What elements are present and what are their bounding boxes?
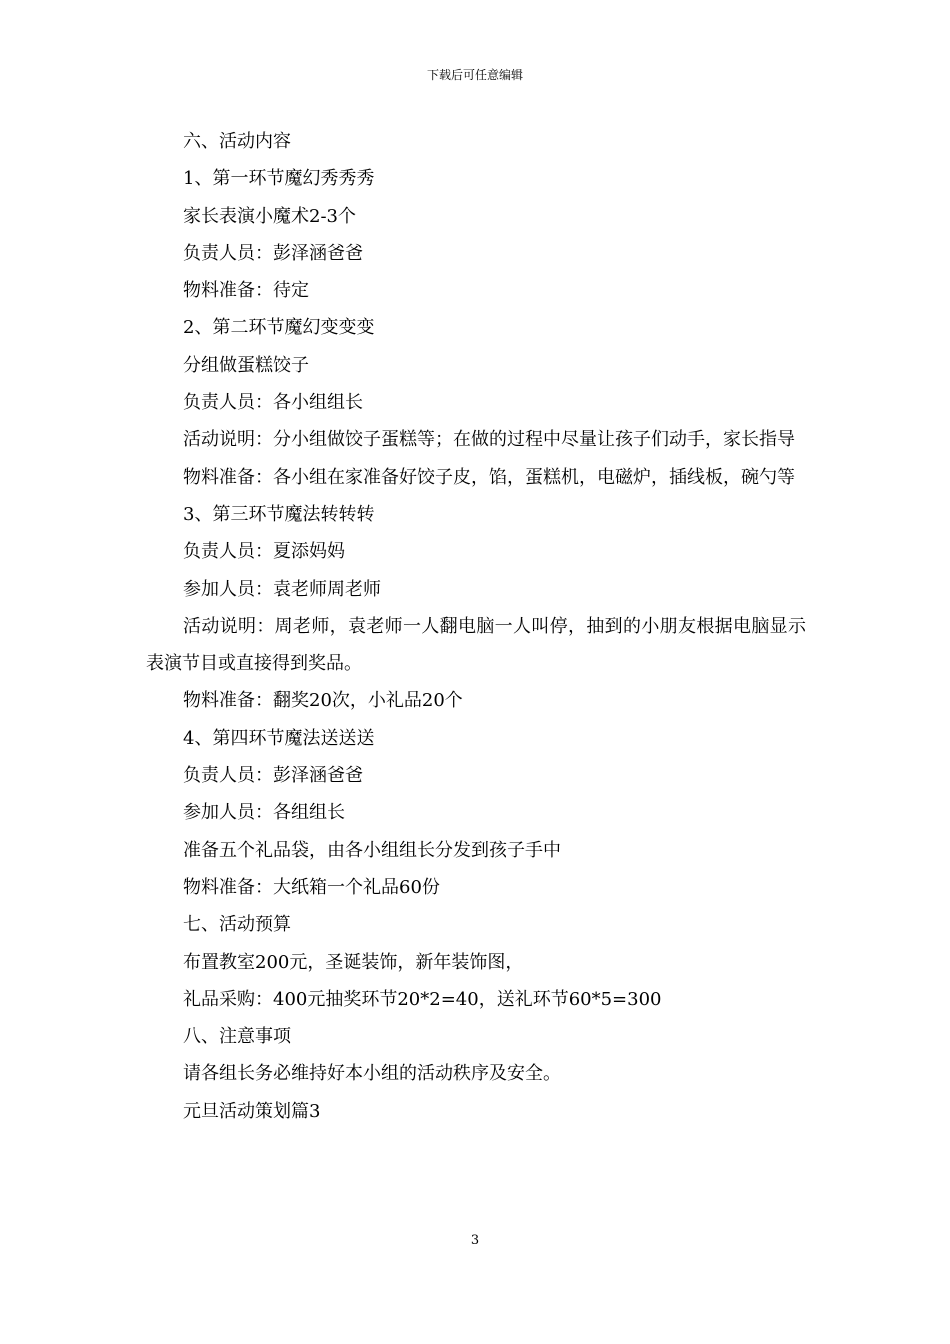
paragraph: 物料准备：待定	[183, 280, 309, 302]
paragraph: 七、活动预算	[183, 914, 291, 936]
page-number: 3	[470, 1233, 480, 1248]
paragraph: 请各组长务必维持好本小组的活动秩序及安全。	[183, 1063, 561, 1085]
paragraph: 负责人员：各小组组长	[183, 392, 363, 414]
document-body	[146, 123, 806, 1130]
paragraph: 1、第一环节魔幻秀秀秀	[183, 168, 375, 190]
paragraph: 负责人员：彭泽涵爸爸	[183, 242, 363, 264]
paragraph: 2、第二环节魔幻变变变	[183, 317, 375, 339]
paragraph: 六、活动内容	[183, 131, 291, 152]
paragraph: 3、第三环节魔法转转转	[183, 503, 375, 525]
paragraph: 家长表演小魔术2-3个	[183, 205, 356, 227]
paragraph: 负责人员：彭泽涵爸爸	[183, 765, 363, 787]
paragraph: 八、注意事项	[183, 1026, 291, 1048]
paragraph: 参加人员：各组组长	[183, 802, 345, 824]
paragraph: 分组做蛋糕饺子	[183, 354, 309, 376]
paragraph: 负责人员：夏添妈妈	[183, 541, 345, 563]
paragraph: 物料准备：各小组在家准备好饺子皮，馅，蛋糕机，电磁炉，插线板，碗勺等	[183, 466, 795, 488]
page-header: 下载后可任意编辑	[426, 68, 523, 82]
paragraph: 元旦活动策划篇3	[183, 1100, 321, 1122]
paragraph: 礼品采购：400元抽奖环节20*2=40，送礼环节60*5=300	[183, 988, 662, 1010]
paragraph: 活动说明：周老师，袁老师一人翻电脑一人叫停，抽到的小朋友根据电脑显示表演节目或直接得到奖品。	[146, 615, 806, 675]
paragraph: 布置教室200元，圣诞装饰，新年装饰图，	[183, 951, 524, 973]
paragraph: 参加人员：袁老师周老师	[183, 578, 381, 600]
paragraph: 准备五个礼品袋，由各小组组长分发到孩子手中	[183, 839, 561, 861]
paragraph: 4、第四环节魔法送送送	[183, 727, 375, 749]
paragraph: 活动说明：分小组做饺子蛋糕等；在做的过程中尽量让孩子们动手，家长指导	[183, 429, 795, 451]
paragraph: 物料准备：翻奖20次，小礼品20个	[183, 690, 463, 712]
paragraph: 物料准备：大纸箱一个礼品60份	[183, 876, 440, 898]
